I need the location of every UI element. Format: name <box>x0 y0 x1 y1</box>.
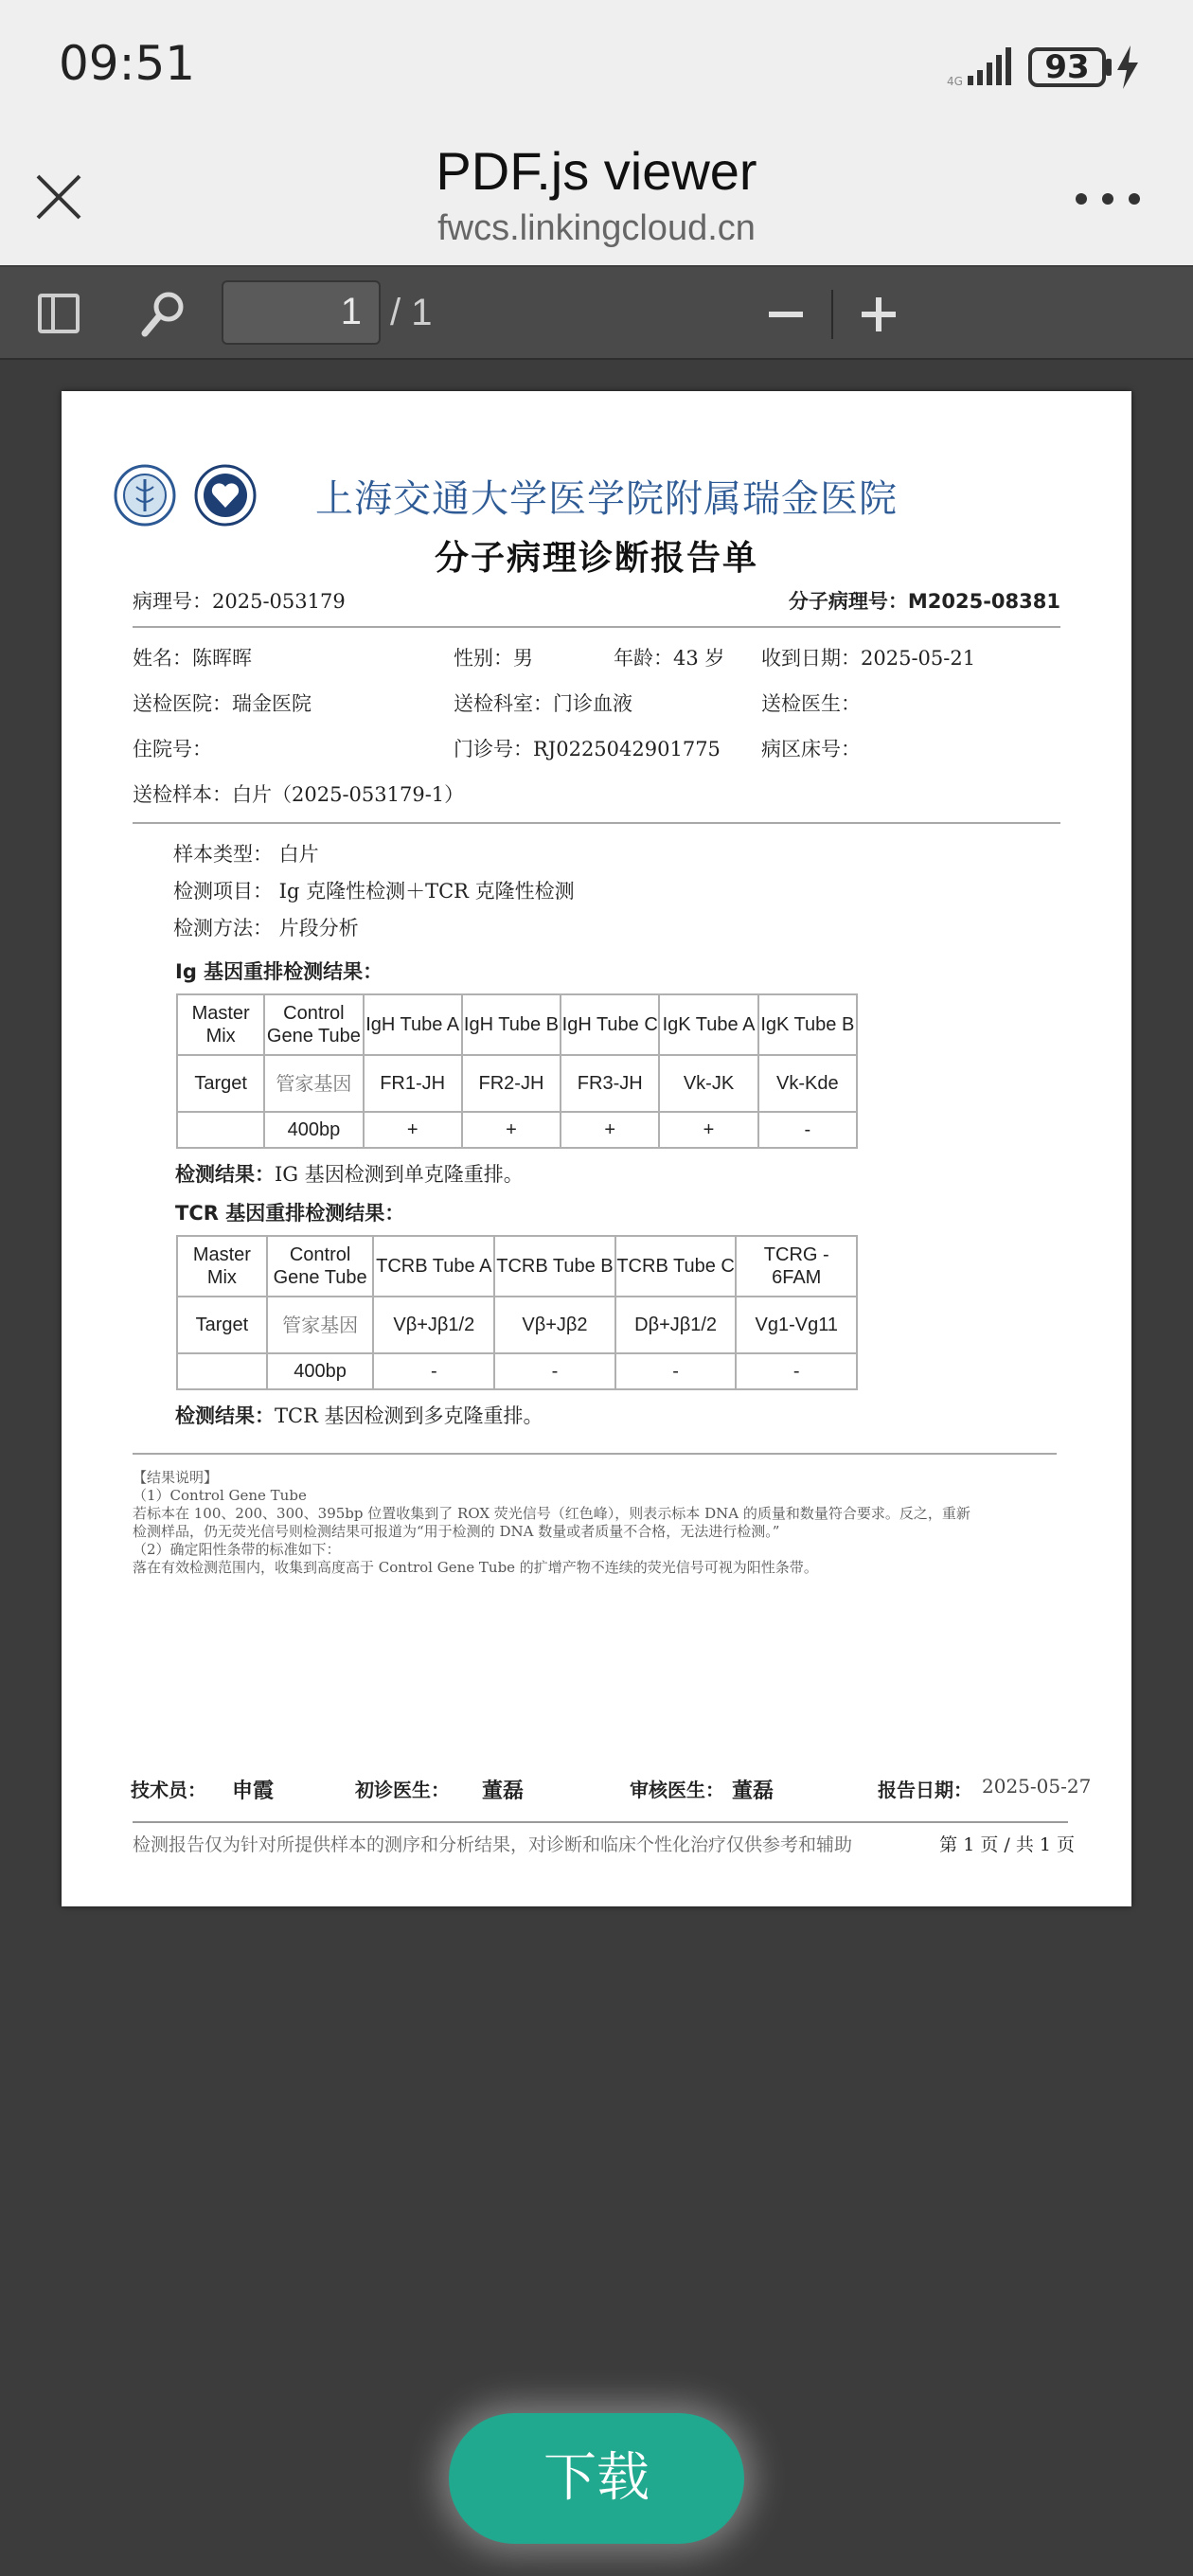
divider <box>133 626 1060 628</box>
zoom-in-button[interactable] <box>858 290 899 337</box>
table-cell: IgH Tube C <box>561 994 659 1055</box>
technician-name: 申霞 <box>232 1780 275 1803</box>
sidebar-toggle-icon[interactable] <box>38 294 80 333</box>
table-cell: TCRG - 6FAM <box>736 1236 857 1297</box>
table-cell: IgH Tube A <box>364 994 462 1055</box>
battery-indicator: 93 <box>1028 47 1106 87</box>
table-cell <box>177 1112 264 1148</box>
table-cell: 管家基因 <box>264 1055 363 1112</box>
table-cell: + <box>561 1112 659 1148</box>
status-time: 09:51 <box>59 36 196 91</box>
report-title: 分子病理诊断报告单 <box>434 539 758 578</box>
footer-divider <box>133 1821 1068 1823</box>
table-cell: Master Mix <box>177 1236 267 1297</box>
notes-line: （2）确定阳性条带的标准如下： <box>133 1541 341 1558</box>
table-cell: FR3-JH <box>561 1055 659 1112</box>
table-row <box>177 1236 857 1297</box>
battery-tip <box>1106 59 1112 76</box>
browser-header <box>0 133 1193 265</box>
patient-age: 年龄：43 岁 <box>614 647 725 670</box>
table-cell: Vβ+Jβ1/2 <box>373 1297 494 1353</box>
review-doctor-label: 审核医生： <box>630 1779 724 1801</box>
page-number-input[interactable]: 1 <box>222 280 381 345</box>
table-cell: Target <box>177 1055 264 1112</box>
notes-line: （1）Control Gene Tube <box>133 1487 307 1504</box>
table-cell: Dβ+Jβ1/2 <box>615 1297 737 1353</box>
hospital-name: 上海交通大学医学院附属瑞金医院 <box>315 477 898 521</box>
test-method: 检测方法： 片段分析 <box>173 917 359 939</box>
status-bar <box>0 0 1193 133</box>
test-item: 检测项目： Ig 克隆性检测＋TCR 克隆性检测 <box>173 880 575 903</box>
ruijin-hospital-logo-icon <box>194 464 257 527</box>
ig-section-title: Ig 基因重排检测结果： <box>175 960 383 983</box>
tcr-result-text: TCR 基因检测到多克隆重排。 <box>275 1404 543 1427</box>
sending-hospital: 送检医院：瑞金医院 <box>133 692 312 715</box>
ig-result-label: 检测结果： <box>175 1163 275 1186</box>
table-cell: Vβ+Jβ2 <box>494 1297 615 1353</box>
tcr-result-label: 检测结果： <box>175 1404 275 1427</box>
molecular-pathology-number: 分子病理号：M2025-08381 <box>788 590 1060 613</box>
ig-result-table <box>176 993 858 1149</box>
pathology-number: 病理号：2025-053179 <box>133 590 346 613</box>
table-cell: IgK Tube B <box>758 994 857 1055</box>
table-cell: IgH Tube B <box>462 994 561 1055</box>
sending-doctor: 送检医生： <box>761 692 861 715</box>
table-cell: + <box>462 1112 561 1148</box>
table-cell: - <box>494 1353 615 1389</box>
table-cell: TCRB Tube B <box>494 1236 615 1297</box>
page-url: fwcs.linkingcloud.cn <box>437 208 756 248</box>
page-count: / 1 <box>390 292 433 333</box>
table-cell: - <box>373 1353 494 1389</box>
university-logo-icon <box>114 464 176 527</box>
tcr-section-title: TCR 基因重排检测结果： <box>175 1202 405 1225</box>
table-cell <box>177 1353 267 1389</box>
table-cell: - <box>758 1112 857 1148</box>
table-cell: Control Gene Tube <box>264 994 363 1055</box>
table-cell: FR1-JH <box>364 1055 462 1112</box>
toolbar-separator <box>831 290 833 339</box>
patient-gender: 性别：男 <box>454 647 533 670</box>
tcr-result-table <box>176 1235 858 1390</box>
table-row <box>177 1112 857 1148</box>
tcr-result <box>175 1401 543 1429</box>
charging-icon <box>1115 45 1140 89</box>
search-icon[interactable] <box>140 290 186 339</box>
page-title: PDF.js viewer <box>436 141 757 201</box>
disclaimer: 检测报告仅为针对所提供样本的测序和分析结果，对诊断和临床个性化治疗仅供参考和辅助 <box>133 1834 853 1855</box>
initial-doctor-label: 初诊医生： <box>355 1779 450 1801</box>
table-cell: Vg1-Vg11 <box>736 1297 857 1353</box>
table-cell: TCRB Tube C <box>615 1236 737 1297</box>
ig-result-text: IG 基因检测到单克隆重排。 <box>275 1163 524 1186</box>
table-row <box>177 1297 857 1353</box>
table-cell: 400bp <box>267 1353 374 1389</box>
page-info: 第 1 页 / 共 1 页 <box>939 1834 1075 1855</box>
pdf-toolbar <box>0 267 1193 360</box>
table-cell: Target <box>177 1297 267 1353</box>
outpatient-number: 门诊号：RJ0225042901775 <box>454 738 721 760</box>
ward-bed-number: 病区床号： <box>761 738 861 760</box>
submitted-sample: 送检样本：白片（2025-053179-1） <box>133 783 465 806</box>
sending-department: 送检科室：门诊血液 <box>454 692 632 715</box>
technician-label: 技术员： <box>131 1779 206 1801</box>
table-row <box>177 1353 857 1389</box>
table-row <box>177 1055 857 1112</box>
received-date: 收到日期：2025-05-21 <box>761 647 976 670</box>
table-cell: Vk-Kde <box>758 1055 857 1112</box>
notes-line: 若标本在 100、200、300、395bp 位置收集到了 ROX 荧光信号（红色峰），则表示标本 DNA 的质量和数量符合要求。反之，重新 <box>133 1505 970 1522</box>
notes-line: 检测样品，仍无荧光信号则检测结果可报道为“用于检测的 DNA 数量或者质量不合格，无法进行检测。” <box>133 1523 780 1540</box>
table-cell: 管家基因 <box>267 1297 374 1353</box>
table-row <box>177 994 857 1055</box>
table-cell: FR2-JH <box>462 1055 561 1112</box>
review-doctor-name: 董磊 <box>732 1780 775 1803</box>
report-date-label: 报告日期： <box>878 1779 972 1801</box>
divider <box>133 822 1060 824</box>
inpatient-number: 住院号： <box>133 738 212 760</box>
notes-heading: 【结果说明】 <box>133 1469 219 1486</box>
ig-result <box>175 1159 524 1188</box>
pdf-page <box>62 391 1131 1906</box>
report-date: 2025-05-27 <box>982 1775 1092 1798</box>
divider <box>133 1453 1057 1455</box>
sample-type: 样本类型： 白片 <box>173 843 319 866</box>
download-button[interactable]: 下载 <box>449 2413 744 2544</box>
patient-name: 姓名：陈晖晖 <box>133 647 252 670</box>
table-cell: TCRB Tube A <box>373 1236 494 1297</box>
table-cell: 400bp <box>264 1112 363 1148</box>
more-options-button[interactable] <box>1076 189 1142 208</box>
notes-line: 落在有效检测范围内，收集到高度高于 Control Gene Tube 的扩增产物不连续的荧光信号可视为阳性条带。 <box>133 1559 818 1576</box>
zoom-out-button[interactable] <box>765 290 807 337</box>
initial-doctor-name: 董磊 <box>482 1780 525 1803</box>
table-cell: + <box>364 1112 462 1148</box>
table-cell: + <box>659 1112 757 1148</box>
table-cell: Control Gene Tube <box>267 1236 374 1297</box>
table-cell: - <box>736 1353 857 1389</box>
table-cell: - <box>615 1353 737 1389</box>
table-cell: Vk-JK <box>659 1055 757 1112</box>
signal-icon <box>947 47 1015 87</box>
svg-text:4G: 4G <box>947 75 963 87</box>
table-cell: IgK Tube A <box>659 994 757 1055</box>
table-cell: Master Mix <box>177 994 264 1055</box>
